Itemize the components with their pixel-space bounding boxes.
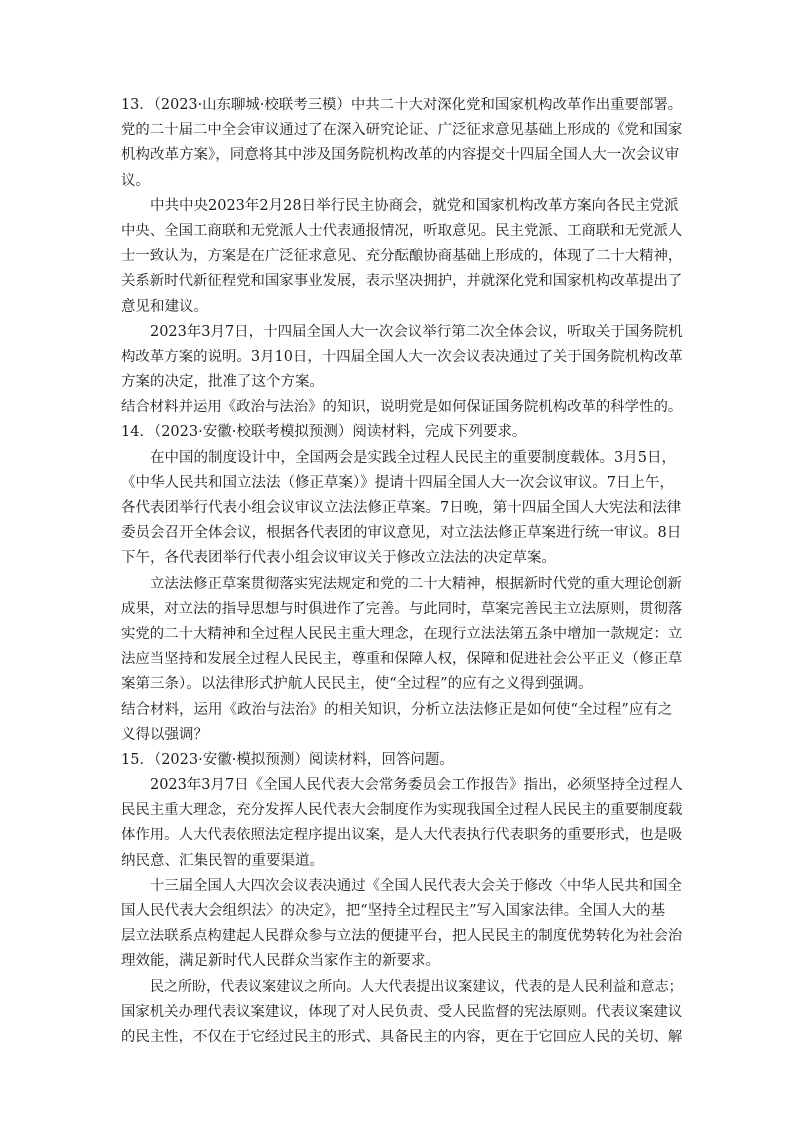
text-line: 层立法联系点构建起人民群众参与立法的便捷平台，把人民民主的制度优势转化为社会治	[121, 928, 683, 945]
text-line: 士一致认为，方案是在广泛征求意见、充分酝酿协商基础上形成的，体现了二十大精神，	[121, 248, 683, 265]
text-line: 13．（2023·山东聊城·校联考三模）中共二十大对深化党和国家机构改革作出重要部署。	[121, 97, 683, 113]
text-line: 构改革方案的说明。3月10日，十四届全国人大一次会议表决通过了关于国务院机构改革	[121, 348, 683, 365]
text-line: 15．（2023·安徽·模拟预测）阅读材料，回答问题。	[121, 751, 454, 768]
text-line: 下午，各代表团举行代表小组会议审议关于修改立法法的决定草案。	[121, 550, 556, 567]
text-line: 立法法修正草案贯彻落实宪法规定和党的二十大精神，根据新时代党的重大理论创新	[150, 575, 682, 592]
text-line: 中央、全国工商联和无党派人士代表通报情况，听取意见。民主党派、工商联和无党派人	[121, 222, 683, 239]
text-line: 结合材料并运用《政治与法治》的知识，说明党是如何保证国务院机构改革的科学性的。	[121, 399, 683, 416]
text-line: 案第三条）。以法律形式护航人民民主，使“全过程”的应有之义得到强调。	[121, 676, 593, 693]
text-line: 委员会召开全体会议，根据各代表团的审议意见，对立法法修正草案进行统一审议。8日	[121, 525, 682, 542]
text-line: 14．（2023·安徽·校联考模拟预测）阅读材料，完成下列要求。	[121, 424, 527, 441]
text-line: 党的二十届二中全会审议通过了在深入研究论证、广泛征求意见基础上形成的《党和国家	[121, 122, 683, 139]
text-line: 《中华人民共和国立法法（修正草案）》提请十四届全国人大一次会议审议。7日上午，	[121, 474, 674, 491]
text-line: 在中国的制度设计中，全国两会是实践全过程人民民主的重要制度载体。3月5日，	[150, 449, 676, 466]
text-line: 十三届全国人大四次会议表决通过《全国人民代表大会关于修改〈中华人民共和国全	[150, 877, 682, 894]
text-line: 2023年3月7日《全国人民代表大会常务委员会工作报告》指出，必须坚持全过程人	[150, 777, 683, 794]
text-line: 关系新时代新征程党和国家事业发展，表示坚决拥护，并就深化党和国家机构改革提出了	[121, 273, 683, 290]
text-line: 纳民意、汇集民智的重要渠道。	[121, 852, 324, 869]
text-line: 成果，对立法的指导思想与时俱进作了完善。与此同时，草案完善民主立法原则，贯彻落	[121, 600, 683, 617]
text-line: 议。	[121, 172, 150, 189]
text-line: 各代表团举行代表小组会议审议立法法修正草案。7日晚，第十四届全国人大宪法和法律	[121, 500, 682, 516]
text-line: 结合材料，运用《政治与法治》的相关知识，分析立法法修正是如何使“全过程”应有之	[121, 701, 673, 718]
text-line: 民民主重大理念，充分发挥人民代表大会制度作为实现我国全过程人民民主的重要制度载	[121, 802, 683, 819]
text-line: 意见和建议。	[121, 298, 208, 315]
text-line: 2023年3月7日，十四届全国人大一次会议举行第二次全体会议，听取关于国务院机	[150, 323, 683, 340]
text-line: 体作用。人大代表依照法定程序提出议案，是人大代表执行代表职务的重要形式，也是吸	[121, 827, 683, 844]
text-line: 国家机关办理代表议案建议，体现了对人民负责、受人民监督的宪法原则。代表议案建议	[121, 1003, 683, 1020]
text-line: 理效能，满足新时代人民群众当家作主的新要求。	[121, 953, 440, 970]
text-line: 法应当坚持和发展全过程人民民主，尊重和保障人权，保障和促进社会公平正义（修正草	[121, 651, 683, 668]
text-line: 国人民代表大会组织法〉的决定》，把“坚持全过程民主”写入国家法律。全国人大的基	[121, 903, 666, 919]
text-line: 方案的决定，批准了这个方案。	[121, 374, 324, 391]
text-line: 实党的二十大精神和全过程人民民主重大理念，在现行立法法第五条中增加一款规定：立	[121, 625, 683, 642]
text-line: 义得以强调？	[121, 726, 208, 743]
text-line: 的民主性，不仅在于它经过民主的形式、具备民主的内容，更在于它回应人民的关切、解	[121, 1028, 683, 1045]
text-line: 机构改革方案》，同意将其中涉及国务院机构改革的内容提交十四届全国人大一次会议审	[121, 147, 680, 164]
document-page	[121, 93, 683, 1050]
text-line: 民之所盼，代表议案建议之所向。人大代表提出议案建议，代表的是人民利益和意志；	[150, 978, 683, 995]
text-line: 中共中央2023年2月28日举行民主协商会，就党和国家机构改革方案向各民主党派	[150, 197, 679, 214]
